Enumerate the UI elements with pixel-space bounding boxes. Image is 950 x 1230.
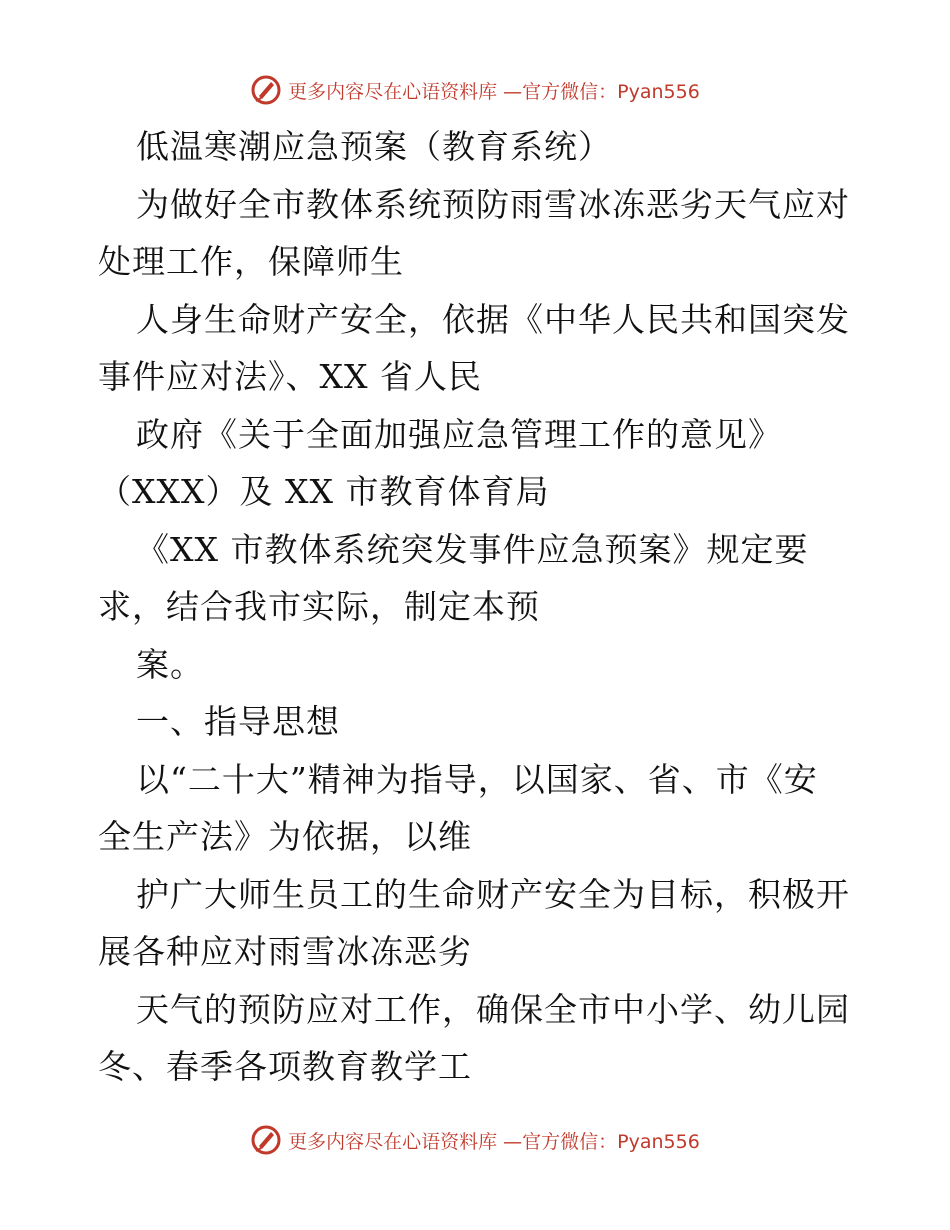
paragraph-line: 全生产法》为依据，以维 [98,817,472,856]
doc-title: 低温寒潮应急预案（教育系统） [136,127,612,166]
footer-brand-text: 更多内容尽在心语资料库 [288,1130,498,1153]
paragraph-line: 冬、春季各项教育教学工 [98,1047,472,1086]
paragraph-line: 护广大师生员工的生命财产安全为目标，积极开 [136,874,850,914]
paragraph-line: 求，结合我市实际，制定本预 [98,587,540,626]
brand-logo-icon [250,74,282,106]
header-banner [0,70,950,110]
paragraph-line: 处理工作，保障师生 [98,242,404,281]
brand-logo-icon [250,1124,282,1156]
paragraph-line: 案。 [136,644,204,684]
header-brand-text: 更多内容尽在心语资料库 [288,80,498,103]
paragraph-line: （XXX）及 XX 市教育体育局 [98,472,550,511]
paragraph-line: 人身生命财产安全，依据《中华人民共和国突发 [136,299,850,339]
paragraph-line: 事件应对法》、XX 省人民 [98,357,482,396]
footer-banner [0,1120,950,1160]
paragraph-line: 为做好全市教体系统预防雨雪冰冻恶劣天气应对 [136,184,850,224]
header-contact-text: —官方微信：Pyan556 [503,80,700,103]
footer-contact-text: —官方微信：Pyan556 [503,1130,700,1153]
paragraph-line: 展各种应对雨雪冰冻恶劣 [98,932,472,971]
section-heading: 一、指导思想 [136,702,340,741]
paragraph-line: 政府《关于全面加强应急管理工作的意见》 [136,414,782,454]
paragraph-line: 《XX 市教体系统突发事件应急预案》规定要 [136,529,809,569]
paragraph-line: 以“二十大”精神为指导，以国家、省、市《安 [136,759,818,799]
document-body [98,118,858,1096]
paragraph-line: 天气的预防应对工作，确保全市中小学、幼儿园 [136,989,850,1029]
